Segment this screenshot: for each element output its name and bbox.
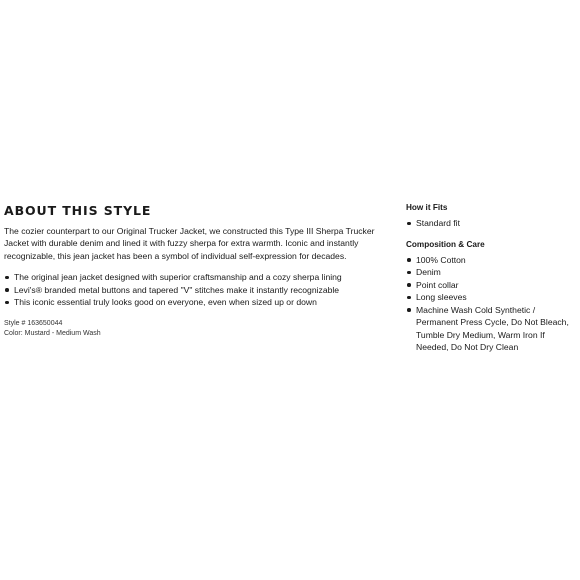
style-number: Style # 163650044	[4, 319, 63, 327]
color-label: Color: Mustard - Medium Wash	[4, 329, 101, 337]
composition-item: Machine Wash Cold Synthetic / Permanent Press Cycle, Do Not Bleach, Tumble Dry Medium, Warm Iron If Needed, Do Not Dry Clean	[406, 304, 578, 354]
fit-item: Standard fit	[406, 217, 578, 230]
about-section	[4, 203, 388, 339]
about-title: ABOUT THIS STYLE	[4, 203, 152, 218]
specs-section	[406, 202, 578, 363]
about-description: The cozier counterpart to our Original Trucker Jacket, we constructed this Type III Sherpa Trucker Jacket with durable denim and lined it with fuzzy sherpa for extra warmth. Iconic and instantly recognizable, this jean jacket has been a symbol of individual self-expression for decades.	[4, 226, 375, 261]
feature-item: The original jean jacket designed with superior craftsmanship and a cozy sherpa lining	[4, 271, 388, 284]
feature-list	[4, 271, 388, 309]
composition-item: Denim	[406, 266, 578, 279]
feature-item: Levi's® branded metal buttons and tapered "V" stitches make it instantly recognizable	[4, 284, 388, 297]
how-it-fits-heading: How it Fits	[406, 203, 448, 212]
composition-item: Long sleeves	[406, 291, 578, 304]
fit-list	[406, 217, 578, 230]
composition-list	[406, 254, 578, 354]
composition-care-heading: Composition & Care	[406, 239, 485, 249]
composition-item: Point collar	[406, 279, 578, 292]
composition-item: 100% Cotton	[406, 254, 578, 267]
feature-item: This iconic essential truly looks good on everyone, even when sized up or down	[4, 296, 388, 309]
